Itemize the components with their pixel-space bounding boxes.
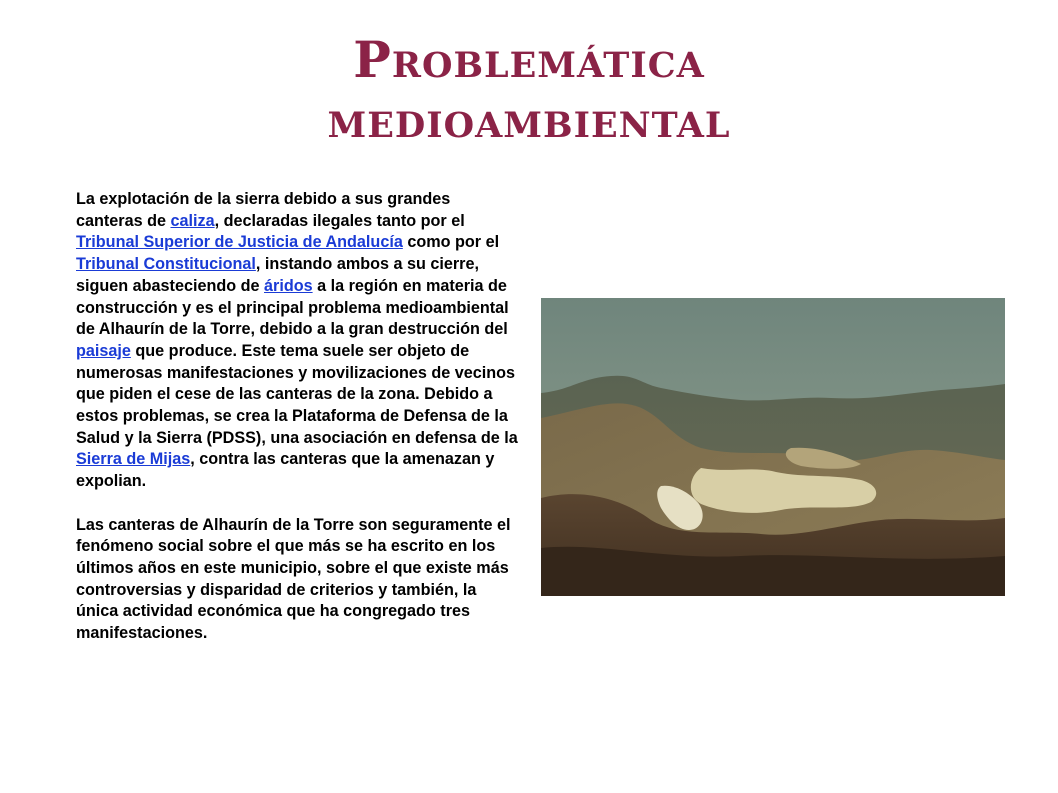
page-title bbox=[0, 30, 1058, 150]
paragraph-text: , contra las canteras que la amenazan y expolian. bbox=[76, 450, 495, 491]
paragraph-text: , declaradas ilegales tanto por el bbox=[214, 211, 465, 230]
link-caliza[interactable]: caliza bbox=[170, 211, 215, 230]
quarry-landscape-photo bbox=[541, 298, 1005, 596]
link-sierra-de-mijas[interactable]: Sierra de Mijas bbox=[76, 450, 191, 469]
paragraph-text: a la región en materia de construcción y es el principal problema medioambiental de Alhaurín de la Torre, debido a la gran destrucción del bbox=[76, 276, 509, 339]
paragraph-text: como por el bbox=[402, 233, 500, 252]
paragraph-text: que produce. Este tema suele ser objeto de numerosas manifestaciones y movilizaciones de vecinos que piden el cese de las canteras de la zona. Debido a estos problemas, se crea la Plataforma de Defensa de la Salud y la Sierra (PDSS), una asociación en defensa de la bbox=[76, 341, 518, 447]
page-title-line-2: medioambiental bbox=[327, 90, 731, 149]
link-tribunal-constitucional[interactable]: Tribunal Constitucional bbox=[76, 255, 256, 274]
body-text bbox=[76, 189, 518, 645]
link-tribunal-superior[interactable]: Tribunal Superior de Justicia de Andalucía bbox=[76, 233, 403, 252]
page-title-line-1: Problemática bbox=[353, 30, 705, 89]
paragraph-text: La explotación de la sierra debido a sus grandes canteras de bbox=[76, 190, 451, 230]
paragraph-text: , instando ambos a su cierre, siguen abasteciendo de bbox=[76, 255, 479, 295]
paragraph-quarries-problem bbox=[76, 189, 518, 493]
link-paisaje[interactable]: paisaje bbox=[76, 341, 131, 360]
paragraph-social-phenomenon: Las canteras de Alhaurín de la Torre son seguramente el fenómeno social sobre el que más se ha escrito en los últimos años en este municipio, sobre el que existe más controversias y disparidad de criterios y también, la única actividad económica que ha congregado tres manifestaciones. bbox=[76, 515, 511, 643]
link-aridos[interactable]: áridos bbox=[264, 276, 313, 295]
